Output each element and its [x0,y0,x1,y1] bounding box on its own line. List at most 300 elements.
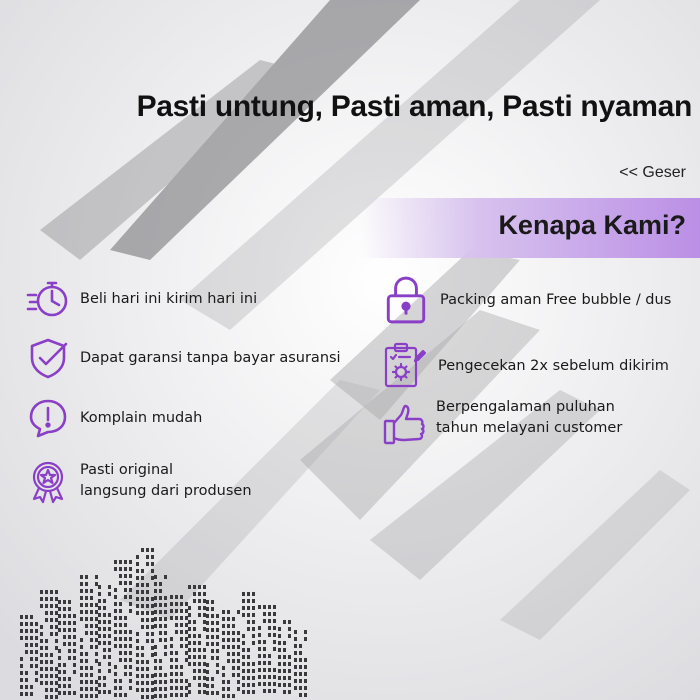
skyline-window [232,631,235,635]
skyline-window [252,662,255,666]
skyline-window [211,614,214,618]
skyline-window [180,623,183,627]
skyline-window [164,603,167,607]
skyline-window [124,616,127,620]
skyline-window [211,684,214,688]
skyline-window [73,621,76,625]
skyline-window [68,649,71,653]
skyline-window [85,610,88,614]
skyline-window [252,641,255,645]
skyline-window [85,596,88,600]
skyline-window [114,560,117,564]
skyline-window [198,683,201,687]
skyline-window [73,642,76,646]
skyline-window [159,694,162,698]
skyline-window [193,585,196,589]
skyline-window [124,588,127,592]
skyline-window [206,607,209,611]
skyline-window [203,592,206,596]
skyline-window [263,640,266,644]
feature-label [80,460,252,502]
skyline-window [154,610,157,614]
skyline-window [90,694,93,698]
skyline-window [141,681,144,685]
skyline-window [108,655,111,659]
skyline-window [55,688,58,692]
skyline-window [68,600,71,604]
skyline-window [227,680,230,684]
skyline-window [164,645,167,649]
skyline-window [114,623,117,627]
skyline-window [151,555,154,559]
skyline-window [50,604,53,608]
skyline-window [129,665,132,669]
skyline-window [288,690,291,694]
skyline-window [273,619,276,623]
skyline-window [80,645,83,649]
skyline-window [63,691,66,695]
skyline-window [80,638,83,642]
skyline-window [35,629,38,633]
skyline-window [20,678,23,682]
skyline-window [304,686,307,690]
swipe-hint[interactable]: << Geser [619,164,686,181]
skyline-window [252,669,255,673]
skyline-window [185,679,188,683]
skyline-window [45,639,48,643]
skyline-window [141,625,144,629]
skyline-window [268,682,271,686]
skyline-window [146,548,149,552]
skyline-window [185,651,188,655]
skyline-window [294,651,297,655]
skyline-window [141,548,144,552]
skyline-window [124,665,127,669]
skyline-window [146,674,149,678]
skyline-window [247,676,250,680]
skyline-window [203,648,206,652]
skyline-window [141,569,144,573]
skyline-window [129,686,132,690]
skyline-window [103,613,106,617]
skyline-window [73,691,76,695]
skyline-window [222,610,225,614]
skyline-window [108,627,111,631]
skyline-window [206,684,209,688]
skyline-window [273,675,276,679]
skyline-window [98,634,101,638]
skyline-window [198,669,201,673]
skyline-window [198,641,201,645]
skyline-window [80,694,83,698]
feature-double-check [382,342,669,390]
skyline-window [170,602,173,606]
skyline-window [188,585,191,589]
skyline-window [90,673,93,677]
skyline-window [146,681,149,685]
skyline-window [55,597,58,601]
skyline-window [278,669,281,673]
skyline-window [175,686,178,690]
skyline-window [237,645,240,649]
skyline-window [95,652,98,656]
skyline-window [203,676,206,680]
skyline-window [73,628,76,632]
skyline-window [124,630,127,634]
skyline-window [151,597,154,601]
skyline-window [20,629,23,633]
skyline-window [268,661,271,665]
skyline-window [40,597,43,601]
skyline-window [232,659,235,663]
skyline-window [198,599,201,603]
skyline-window [203,690,206,694]
skyline-window [30,657,33,661]
skyline-window [164,575,167,579]
skyline-window [35,650,38,654]
skyline-window [40,660,43,664]
skyline-window [90,666,93,670]
skyline-window [198,676,201,680]
skyline-window [136,674,139,678]
skyline-window [141,674,144,678]
skyline-window [45,597,48,601]
skyline-window [206,635,209,639]
skyline-window [50,611,53,615]
skyline-window [159,603,162,607]
skyline-window [58,600,61,604]
skyline-window [50,674,53,678]
skyline-window [45,646,48,650]
skyline-window [216,649,219,653]
skyline-window [185,630,188,634]
skyline-window [211,607,214,611]
skyline-window [50,625,53,629]
skyline-window [216,691,219,695]
skyline-window [278,683,281,687]
skyline-window [114,686,117,690]
skyline-window [180,616,183,620]
skyline-window [283,676,286,680]
skyline-window [170,658,173,662]
skyline-window [141,667,144,671]
skyline-window [154,624,157,628]
skyline-window [273,640,276,644]
skyline-window [188,641,191,645]
skyline-window [141,646,144,650]
feature-text-line: Dapat garansi tanpa bayar asuransi [80,349,341,366]
skyline-window [151,646,154,650]
skyline-window [304,630,307,634]
skyline-window [222,624,225,628]
skyline-window [247,655,250,659]
skyline-window [237,631,240,635]
skyline-window [206,670,209,674]
skyline-window [20,622,23,626]
skyline-window [50,590,53,594]
skyline-window [85,603,88,607]
skyline-window [124,567,127,571]
skyline-window [180,630,183,634]
skyline-window [45,667,48,671]
skyline-window [159,582,162,586]
skyline-window [136,653,139,657]
skyline-window [114,609,117,613]
skyline-window [90,645,93,649]
skyline-window [30,650,33,654]
skyline-window [50,688,53,692]
skyline-window [85,687,88,691]
skyline-window [103,648,106,652]
skyline-window [98,683,101,687]
skyline-window [25,678,28,682]
skyline-window [146,695,149,699]
skyline-window [136,569,139,573]
skyline-window [263,654,266,658]
skyline-window [20,664,23,668]
skyline-window [242,655,245,659]
skyline-window [98,669,101,673]
skyline-window [211,628,214,632]
feature-label [438,356,669,377]
skyline-window [45,604,48,608]
skyline-window [103,641,106,645]
skyline-window [58,607,61,611]
skyline-window [103,634,106,638]
skyline-window [119,637,122,641]
skyline-window [108,592,111,596]
skyline-window [188,683,191,687]
skyline-window [227,687,230,691]
skyline-window [119,609,122,613]
skyline-window [193,669,196,673]
skyline-window [85,575,88,579]
skyline-window [141,653,144,657]
skyline-window [232,666,235,670]
skyline-window [198,648,201,652]
skyline-window [141,688,144,692]
skyline-window [258,647,261,651]
skyline-window [283,669,286,673]
skyline-window [252,634,255,638]
skyline-window [216,614,219,618]
chat-exclamation-icon [26,396,70,440]
padlock-icon [382,275,430,325]
section-title: Kenapa Kami? [498,210,686,240]
skyline-window [258,633,261,637]
skyline-window [63,600,66,604]
skyline-window [164,631,167,635]
skyline-window [129,651,132,655]
skyline-window [294,644,297,648]
skyline-window [55,639,58,643]
skyline-window [185,623,188,627]
skyline-window [227,652,230,656]
skyline-window [299,665,302,669]
skyline-window [206,600,209,604]
skyline-window [124,623,127,627]
skyline-window [141,583,144,587]
skyline-window [114,693,117,697]
skyline-window [119,630,122,634]
skyline-window [80,603,83,607]
skyline-window [55,674,58,678]
skyline-window [68,628,71,632]
skyline-window [68,621,71,625]
skyline-window [193,599,196,603]
skyline-window [85,589,88,593]
skyline-window [222,694,225,698]
skyline-window [20,636,23,640]
skyline-window [55,618,58,622]
skyline-window [237,652,240,656]
skyline-window [283,690,286,694]
feature-text-line: Komplain mudah [80,409,203,426]
skyline-window [268,619,271,623]
skyline-window [203,606,206,610]
skyline-window [114,665,117,669]
skyline-window [151,562,154,566]
skyline-window [294,630,297,634]
skyline-window [136,583,139,587]
skyline-window [188,627,191,631]
skyline-window [211,677,214,681]
feature-original [26,459,252,503]
skyline-window [68,684,71,688]
skyline-window [203,585,206,589]
skyline-window [68,691,71,695]
skyline-window [98,613,101,617]
skyline-window [20,657,23,661]
skyline-window [185,637,188,641]
skyline-window [98,599,101,603]
skyline-window [185,693,188,697]
skyline-window [211,642,214,646]
skyline-window [278,641,281,645]
skyline-window [35,643,38,647]
skyline-window [146,562,149,566]
skyline-window [151,569,154,573]
skyline-window [299,644,302,648]
skyline-window [103,655,106,659]
skyline-window [50,618,53,622]
skyline-window [164,624,167,628]
skyline-window [141,695,144,699]
skyline-window [98,585,101,589]
skyline-window [188,620,191,624]
skyline-window [237,610,240,614]
skyline-window [268,605,271,609]
skyline-window [95,610,98,614]
skyline-window [252,683,255,687]
skyline-window [154,694,157,698]
skyline-window [203,613,206,617]
skyline-window [198,592,201,596]
skyline-window [268,668,271,672]
skyline-window [40,590,43,594]
skyline-window [294,658,297,662]
skyline-window [124,595,127,599]
skyline-window [299,672,302,676]
skyline-window [247,606,250,610]
skyline-window [129,581,132,585]
skyline-window [203,627,206,631]
skyline-window [45,611,48,615]
skyline-window [222,631,225,635]
feature-text-line: Packing aman Free bubble / dus [440,291,672,308]
skyline-window [154,687,157,691]
skyline-window [222,645,225,649]
skyline-window [227,610,230,614]
skyline-window [206,621,209,625]
feature-text-line: tahun melayani customer [436,420,623,436]
skyline-window [203,599,206,603]
skyline-window [180,609,183,613]
skyline-window [30,629,33,633]
skyline-window [114,602,117,606]
skyline-window [268,689,271,693]
skyline-window [278,655,281,659]
skyline-window [175,693,178,697]
skyline-window [188,655,191,659]
skyline-window [216,656,219,660]
skyline-window [25,629,28,633]
skyline-window [294,679,297,683]
feature-label [80,408,202,429]
skyline-window [180,602,183,606]
skyline-window [164,673,167,677]
skyline-window [154,652,157,656]
skyline-window [90,603,93,607]
skyline-window [25,643,28,647]
skyline-window [146,618,149,622]
skyline-window [151,688,154,692]
skyline-window [85,659,88,663]
skyline-window [95,638,98,642]
skyline-window [119,658,122,662]
skyline-window [154,603,157,607]
skyline-window [273,605,276,609]
skyline-window [30,692,33,696]
skyline-window [35,678,38,682]
skyline-window [30,615,33,619]
skyline-window [170,679,173,683]
skyline-window [45,681,48,685]
skyline-window [247,592,250,596]
skyline-window [263,675,266,679]
skyline-window [206,628,209,632]
feature-text-line: Pengecekan 2x sebelum dikirim [438,357,669,374]
skyline-window [273,682,276,686]
stopwatch-fast-icon [26,277,70,321]
skyline-window [151,695,154,699]
skyline-window [203,662,206,666]
skyline-window [124,672,127,676]
skyline-window [151,632,154,636]
skyline-window [242,599,245,603]
skyline-window [294,686,297,690]
skyline-window [164,680,167,684]
skyline-window [227,617,230,621]
skyline-window [45,688,48,692]
skyline-window [119,651,122,655]
skyline-window [159,624,162,628]
skyline-window [119,623,122,627]
skyline-window [95,582,98,586]
skyline-window [136,639,139,643]
skyline-window [206,642,209,646]
skyline-window [95,617,98,621]
